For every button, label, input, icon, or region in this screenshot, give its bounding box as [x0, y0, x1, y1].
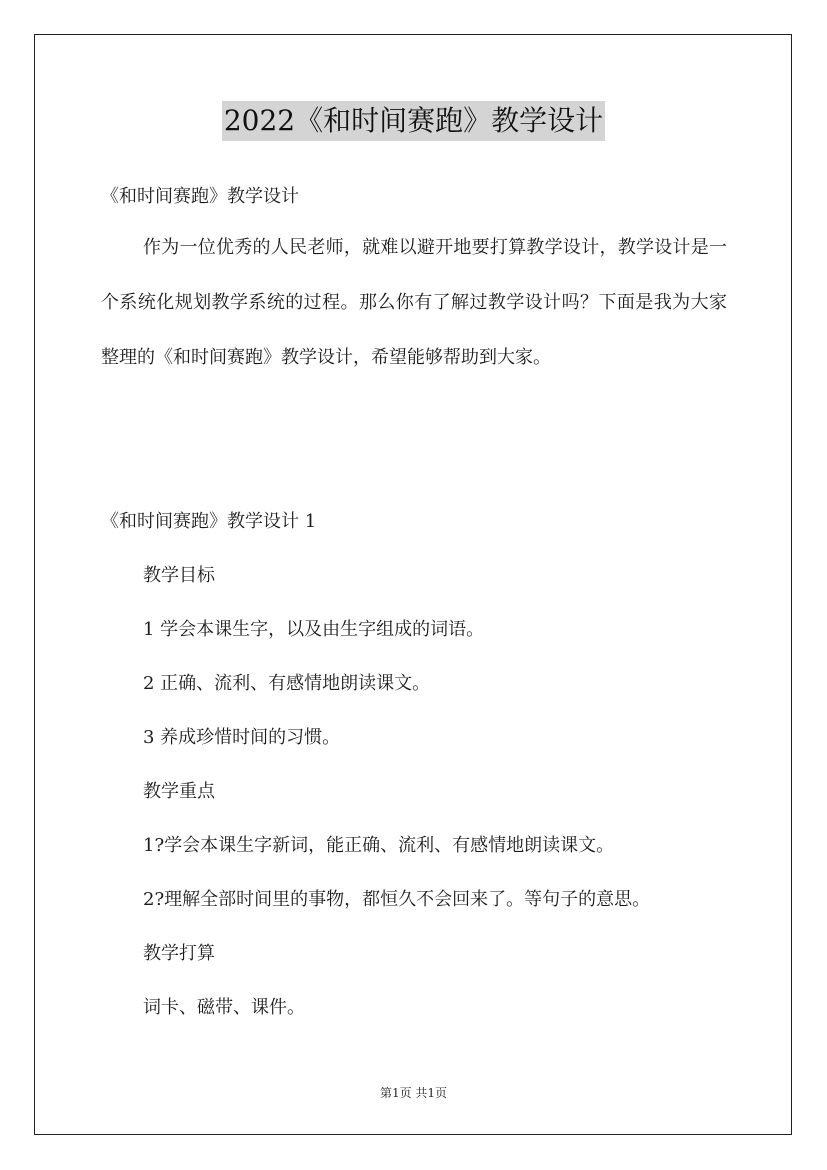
document-title: 2022《和时间赛跑》教学设计: [222, 101, 605, 141]
goals-heading: 教学目标: [143, 565, 215, 586]
title-container: [0, 101, 827, 141]
goal-item-2: 2 正确、流利、有感情地朗读课文。: [143, 673, 431, 694]
key-point-item-1: 1?学会本课生字新词，能正确、流利、有感情地朗读课文。: [143, 835, 615, 856]
key-points-heading: 教学重点: [143, 781, 215, 802]
goal-item-3: 3 养成珍惜时间的习惯。: [143, 727, 341, 748]
prep-heading: 教学打算: [143, 943, 215, 964]
document-subtitle: 《和时间赛跑》教学设计: [101, 186, 299, 207]
prep-items: 词卡、磁带、课件。: [143, 997, 305, 1018]
intro-paragraph: 作为一位优秀的人民老师，就难以避开地要打算教学设计，教学设计是一个系统化规划教学系统的过程。那么你有了解过教学设计吗？下面是我为大家整理的《和时间赛跑》教学设计，希望能够帮助到大家。: [101, 237, 727, 368]
key-point-item-2: 2?理解全部时间里的事物，都恒久不会回来了。等句子的意思。: [143, 889, 651, 910]
page-footer: 第1页 共1页: [379, 1086, 448, 1100]
goal-item-1: 1 学会本课生字，以及由生字组成的词语。: [143, 619, 485, 640]
section-heading: 《和时间赛跑》教学设计 1: [101, 511, 317, 532]
